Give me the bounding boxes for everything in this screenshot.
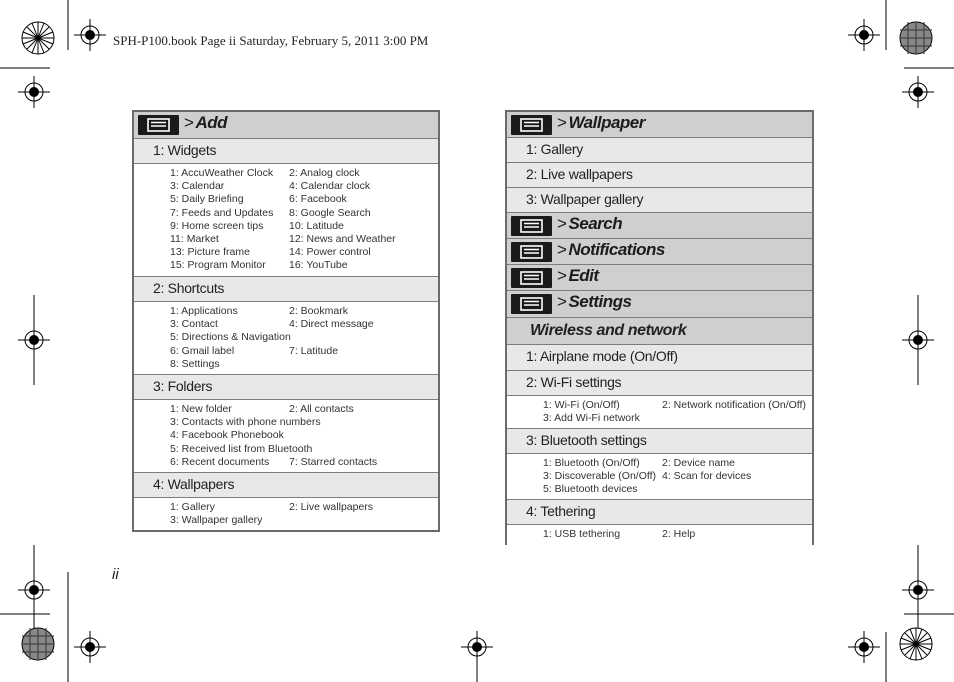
list-item: 2: All contacts: [289, 403, 354, 415]
list-item: 4: Scan for devices: [662, 470, 752, 483]
list-item: 6: Gmail label: [170, 344, 235, 357]
list-item: 6: Facebook: [289, 193, 347, 206]
list-item: 3: Contacts with phone numbers: [170, 416, 321, 429]
wifi-items: [543, 399, 812, 425]
list-item: 13: Picture frame: [170, 246, 250, 259]
list-item: 7: Starred contacts: [289, 455, 378, 468]
bluetooth-items: [543, 457, 812, 497]
option-label: 4: Tethering: [526, 503, 596, 519]
list-item: 1: New folder: [170, 403, 232, 415]
wireless-network-section: [507, 318, 812, 345]
notifications-menu-row: [507, 239, 812, 265]
list-item: 1: Applications: [170, 305, 238, 317]
menu-key-icon: [138, 115, 179, 135]
wallpaper-menu-title: > Wallpaper: [557, 113, 645, 132]
list-item: 8: Settings: [170, 357, 220, 370]
menu-options-table: [505, 110, 814, 545]
bluetooth-settings-submenu: [507, 454, 812, 500]
widgets-category: [134, 139, 438, 164]
list-item: 12: News and Weather: [289, 233, 396, 246]
edit-menu-title: > Edit: [557, 266, 599, 285]
wallpaper-menu-row: [507, 112, 812, 138]
add-menu-title: > Add: [184, 113, 227, 132]
list-item: 4: Calendar clock: [289, 180, 371, 193]
option-label: 3: Bluetooth settings: [526, 432, 647, 448]
folders-category: [134, 375, 438, 400]
tethering-category: [507, 500, 812, 525]
add-menu-row: [134, 112, 438, 139]
list-item: 5: Directions & Navigation: [170, 331, 291, 344]
list-item: 2: Bookmark: [289, 305, 348, 317]
list-item: 3: Calendar: [170, 180, 225, 193]
list-item: 5: Received list from Bluetooth: [170, 442, 313, 455]
wallpaper-option: [507, 163, 812, 188]
menu-key-icon: [511, 268, 552, 288]
option-label: 1: Gallery: [526, 141, 583, 157]
search-menu-row: [507, 213, 812, 239]
add-menu-table: [132, 110, 440, 532]
widgets-label: 1: Widgets: [153, 142, 217, 158]
list-item: 1: AccuWeather Clock: [170, 167, 274, 179]
tethering-submenu: [507, 525, 812, 548]
option-label: 2: Live wallpapers: [526, 166, 633, 182]
wallpapers-category: [134, 473, 438, 498]
list-item: 2: Help: [662, 528, 696, 540]
list-item: 10: Latitude: [289, 219, 344, 232]
edit-menu-row: [507, 265, 812, 291]
list-item: 5: Bluetooth devices: [543, 483, 638, 496]
bluetooth-settings-category: [507, 429, 812, 454]
list-item: 2: Device name: [662, 457, 735, 469]
list-item: 1: Wi-Fi (On/Off): [543, 399, 620, 411]
list-item: 11: Market: [170, 233, 219, 246]
wallpaper-option: [507, 188, 812, 213]
widgets-items: [170, 167, 439, 273]
list-item: 6: Recent documents: [170, 455, 270, 468]
section-title: Wireless and network: [530, 322, 687, 339]
settings-menu-row: [507, 291, 812, 318]
option-label: 2: Wi-Fi settings: [526, 374, 622, 390]
option-label: 1: Airplane mode (On/Off): [526, 348, 678, 364]
wallpapers-submenu: [134, 498, 438, 530]
print-header: SPH-P100.book Page ii Saturday, February 5, 2011 3:00 PM: [113, 33, 429, 48]
wallpapers-items: [170, 501, 439, 527]
shortcuts-label: 2: Shortcuts: [153, 280, 225, 296]
list-item: 2: Analog clock: [289, 167, 360, 179]
page-number: ii: [112, 566, 119, 583]
menu-key-icon: [511, 242, 552, 262]
list-item: 4: Facebook Phonebook: [170, 429, 284, 442]
list-item: 4: Direct message: [289, 318, 374, 331]
menu-key-icon: [511, 115, 552, 135]
shortcuts-category: [134, 277, 438, 302]
wallpapers-label: 4: Wallpapers: [153, 476, 235, 492]
tethering-items: [543, 528, 812, 541]
list-item: 3: Contact: [170, 318, 218, 331]
list-item: 9: Home screen tips: [170, 219, 264, 232]
folders-items: [170, 403, 439, 469]
settings-menu-title: > Settings: [557, 292, 632, 311]
shortcuts-items: [170, 305, 439, 371]
list-item: 2: Network notification (On/Off): [662, 399, 806, 411]
folders-submenu: [134, 400, 438, 473]
menu-key-icon: [511, 294, 552, 314]
list-item: 1: USB tethering: [543, 528, 621, 540]
widgets-submenu: [134, 164, 438, 277]
option-label: 3: Wallpaper gallery: [526, 191, 644, 207]
list-item: 2: Live wallpapers: [289, 501, 374, 513]
list-item: 14: Power control: [289, 246, 371, 259]
search-menu-title: > Search: [557, 214, 623, 233]
airplane-mode-option: [507, 345, 812, 371]
list-item: 1: Gallery: [170, 501, 215, 513]
wallpaper-option: [507, 138, 812, 163]
list-item: 7: Feeds and Updates: [170, 206, 274, 219]
list-item: 7: Latitude: [289, 344, 339, 357]
list-item: 5: Daily Briefing: [170, 193, 244, 206]
notifications-menu-title: > Notifications: [557, 240, 665, 259]
wifi-settings-category: [507, 371, 812, 396]
list-item: 1: Bluetooth (On/Off): [543, 457, 640, 469]
menu-key-icon: [511, 216, 552, 236]
folders-label: 3: Folders: [153, 378, 213, 394]
wifi-settings-submenu: [507, 396, 812, 429]
list-item: 15: Program Monitor: [170, 259, 266, 272]
list-item: 3: Discoverable (On/Off): [543, 470, 657, 483]
list-item: 3: Add Wi-Fi network: [543, 412, 640, 425]
list-item: 8: Google Search: [289, 206, 371, 219]
list-item: 16: YouTube: [289, 259, 348, 272]
list-item: 3: Wallpaper gallery: [170, 514, 263, 527]
shortcuts-submenu: [134, 302, 438, 375]
